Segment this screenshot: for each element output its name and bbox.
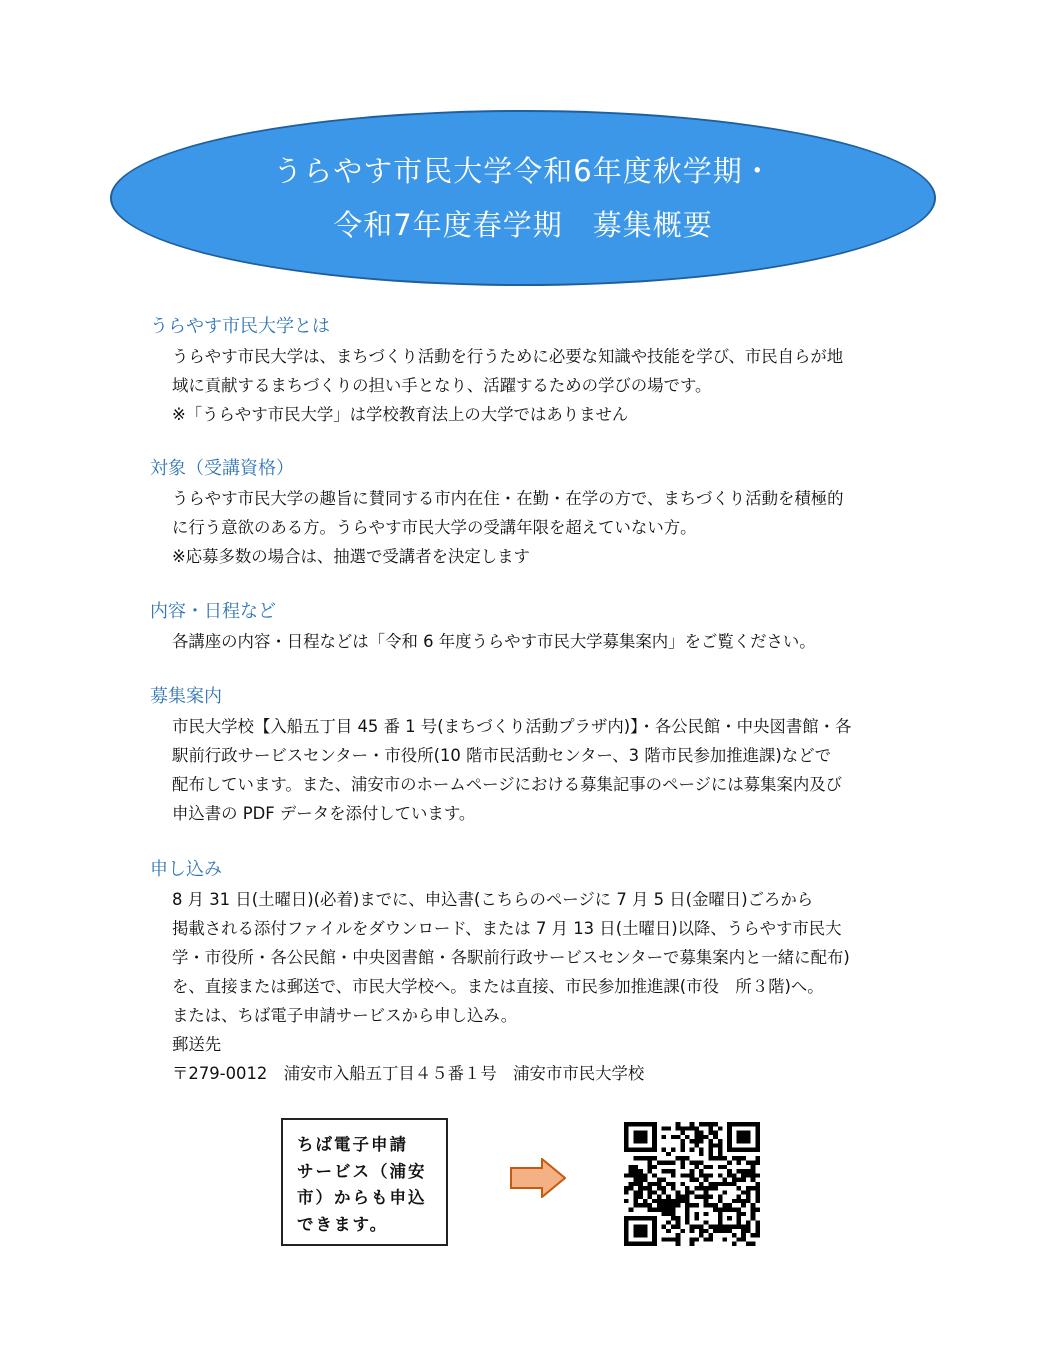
notice-line: ちば電子申請 (297, 1135, 408, 1154)
body-line: 学・市役所・各公民館・中央図書館・各駅前行政サービスセンターで募集案内と一緒に配布) (172, 948, 850, 967)
body-line: 掲載される添付ファイルをダウンロード、または 7 月 13 日(土曜日)以降、うらやす市民大 (172, 919, 842, 938)
section-heading-content-schedule: 内容・日程など (150, 601, 276, 622)
notice-line: サービス（浦安 (297, 1161, 427, 1181)
body-line: または、ちば電子申請サービスから申し込み。 (172, 1006, 518, 1025)
section-about (150, 312, 930, 429)
body-line: 8 月 31 日(土曜日)(必着)までに、申込書(こちらのページに 7 月 5 日(金曜日)ごろから (172, 890, 814, 909)
section-recruitment-guide (150, 682, 930, 828)
section-heading-recruitment-guide: 募集案内 (150, 686, 222, 707)
body-line: ※「うらやす市民大学」は学校教育法上の大学ではありません (172, 405, 629, 424)
section-application (150, 855, 930, 1088)
section-body-application (172, 885, 930, 1088)
section-heading-application: 申し込み (150, 859, 222, 880)
notice-line: 市）からも申込 (297, 1188, 427, 1207)
body-line: 各講座の内容・日程などは「令和 6 年度うらやす市民大学募集案内」をご覧ください。 (172, 632, 816, 651)
section-body-eligibility (172, 484, 930, 571)
section-body-about (172, 342, 930, 429)
body-line: 域に貢献するまちづくりの担い手となり、活躍するための学びの場です。 (172, 376, 712, 395)
body-line: うらやす市民大学の趣旨に賛同する市内在住・在勤・在学の方で、まちづくり活動を積極的 (172, 489, 844, 508)
mailing-address-label: 郵送先 (172, 1035, 222, 1054)
body-line: 配布しています。また、浦安市のホームページにおける募集記事のページには募集案内及び (172, 775, 843, 794)
section-eligibility (150, 454, 930, 571)
body-line: を、直接または郵送で、市民大学校へ。または直接、市民参加推進課(市役 所３階)へ。 (172, 977, 824, 996)
section-heading-about: うらやす市民大学とは (150, 316, 330, 337)
body-line: 申込書の PDF データを添付しています。 (172, 804, 476, 823)
body-line: ※応募多数の場合は、抽選で受講者を決定します (172, 547, 530, 566)
section-body-recruitment-guide (172, 712, 930, 828)
body-line: 駅前行政サービスセンター・市役所(10 階市民活動センター、3 階市民参加推進課)などで (172, 746, 831, 765)
mailing-address: 〒279-0012 浦安市入船五丁目４５番１号 浦安市市民大学校 (172, 1064, 645, 1083)
body-line: に行う意欲のある方。うらやす市民大学の受講年限を超えていない方。 (172, 518, 697, 537)
notice-line: できます。 (297, 1214, 389, 1234)
title-banner (110, 110, 936, 286)
body-line: 市民大学校【入船五丁目 45 番 1 号(まちづくり活動プラザ内)】・各公民館・中央図書館・各 (172, 717, 852, 736)
body-line: うらやす市民大学は、まちづくり活動を行うために必要な知識や技能を学び、市民自らが地 (172, 347, 844, 366)
online-application-notice (281, 1118, 448, 1246)
section-heading-eligibility: 対象（受講資格） (150, 458, 294, 479)
section-body-content-schedule (172, 627, 930, 656)
qr-code-icon[interactable] (624, 1122, 760, 1246)
section-content-schedule (150, 597, 930, 656)
arrow-right-icon (510, 1158, 566, 1198)
page-title-line-1: うらやす市民大学令和6年度秋学期・ (273, 154, 773, 188)
page-title-line-2: 令和7年度春学期 募集概要 (333, 208, 713, 242)
